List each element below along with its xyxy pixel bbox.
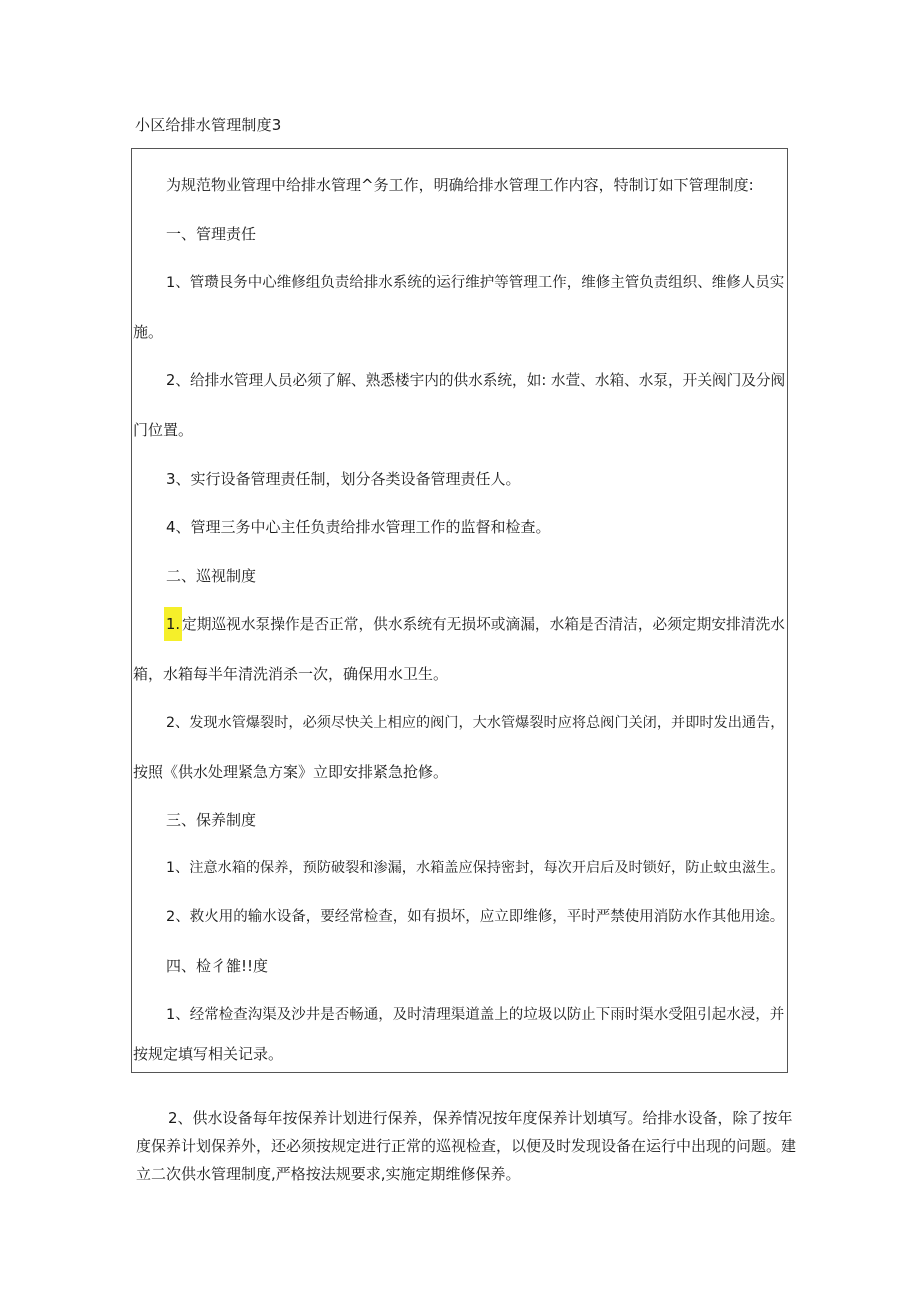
paragraph-line: 3、实行设备管理责任制，划分各类设备管理责任人。 xyxy=(166,470,521,488)
paragraph-line xyxy=(166,615,785,635)
paragraph-line: 2、发现水管爆裂时，必须尽快关上相应的阀门，大水管爆裂时应将总阀门关闭，并即时发出通告， xyxy=(166,715,785,731)
paragraph-line: 1、经常检查沟渠及沙井是否畅通，及时清理渠道盖上的垃圾以防止下雨时渠水受阻引起水浸，并 xyxy=(166,1007,785,1023)
section-heading-1: 一、管理责任 xyxy=(166,225,257,243)
tail-paragraph: 2、供水设备每年按保养计划进行保养，保养情况按年度保养计划填写。给排水设备，除了按年度保养计划保养外，还必须按规定进行正常的巡视检查，以便及时发现设备在运行中出现的问题。建立二次供水管理制度,严格按法规要求,实施定期维修保养。 xyxy=(136,1109,797,1183)
highlighted-marker: 1. xyxy=(164,607,182,641)
paragraph-line: 4、管理三务中心主任负责给排水管理工作的监督和检查。 xyxy=(166,518,551,536)
intro-line: 为规范物业管理中给排水管理^务工作，明确给排水管理工作内容，特制订如下管理制度: xyxy=(166,176,754,194)
content-box xyxy=(131,148,788,1073)
paragraph-line: 门位置。 xyxy=(133,421,194,439)
paragraph-line: 1、管瓒艮务中心维修组负责给排水系统的运行维护等管理工作，维修主管负责组织、维修人员实 xyxy=(166,275,785,291)
paragraph-line: 按照《供水处理紧急方案》立即安排紧急抢修。 xyxy=(133,763,449,781)
section-heading-2: 二、巡视制度 xyxy=(166,567,257,585)
paragraph-line: 1、注意水箱的保养，预防破裂和渗漏，水箱盖应保持密封，每次开启后及时锁好，防止蚊虫滋生。 xyxy=(166,860,785,876)
paragraph-line: 箱，水箱每半年清洗消杀一次，确保用水卫生。 xyxy=(133,665,449,683)
paragraph-line: 2、救火用的输水设备，要经常检查，如有损坏，应立即维修，平时严禁使用消防水作其他用途。 xyxy=(166,909,785,925)
document-title: 小区给排水管理制度3 xyxy=(135,116,282,134)
paragraph-text: 定期巡视水泵操作是否正常，供水系统有无损坏或滴漏，水箱是否清洁，必须定期安排清洗水 xyxy=(182,616,785,633)
paragraph-line: 施。 xyxy=(133,323,164,341)
section-heading-3: 三、保养制度 xyxy=(166,811,257,829)
paragraph-line: 2、给排水管理人员必须了解、熟悉楼宇内的供水系统，如: 水萱、水箱、水泵，开关阀门及分阀 xyxy=(166,372,786,389)
paragraph-line: 按规定填写相关记录。 xyxy=(133,1045,284,1063)
section-heading-4: 四、检彳雒!!度 xyxy=(166,957,269,975)
